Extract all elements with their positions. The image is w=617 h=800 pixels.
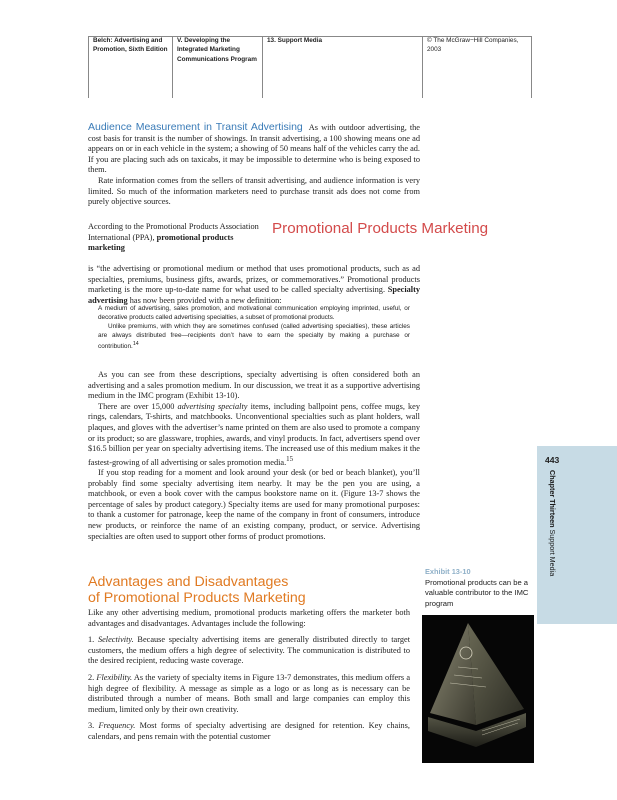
item-2-num: 2. xyxy=(88,672,95,682)
ppm-paragraph-5: If you stop reading for a moment and look around your desk (or bed or beach blanket), you’ll probably find some specialty advertising item nearby. It may be the pen you are using, a matchbook, or even a book cover with the campus bookstore name on it. (Figure 13-7 shows the percentage of sales by product category.) Specialty items are used for many promotional purposes: to thank a customer for patronage, keep the name of the company in front of consumers, introduce new products, or reinforce the name of an existing company, product, or service. Advertising specialties are often used to support other forms of product promotions. xyxy=(88,468,420,541)
p4-italic: advertising specialty xyxy=(177,401,248,411)
header-part-title: V. Developing the Integrated Marketing Communications Program xyxy=(172,36,262,98)
advantages-heading xyxy=(88,574,408,606)
advantages-heading-line-2: of Promotional Products Marketing xyxy=(88,590,306,606)
item-3-text: Most forms of specialty advertising are designed for retention. Key chains, calendars, and pens remain with the potential customer xyxy=(88,721,410,741)
side-title: Support Media xyxy=(548,529,557,577)
p4-a: There are over 15,000 xyxy=(98,401,175,411)
transit-paragraph-2: Rate information comes from the sellers of transit advertising, and audience information is very limited. So much of the information marketers need to purchase transit ads does not come from purely objective sources. xyxy=(88,175,420,207)
exhibit-caption: Promotional products can be a valuable contributor to the IMC program xyxy=(425,578,529,608)
ppm-term-bold-2: Specialty advertising xyxy=(88,285,420,305)
ppm-intro-rest xyxy=(88,264,420,306)
ppm-section-heading: Promotional Products Marketing xyxy=(272,220,489,237)
ppm-intro-a: According to the Promotional Products Association International (PPA), xyxy=(88,222,259,242)
ppm-intro-c: has now been provided with a new definition: xyxy=(129,295,282,305)
item-1-term: Selectivity. xyxy=(97,635,134,645)
advantage-item-3 xyxy=(88,721,410,742)
transit-paragraph-1 xyxy=(88,122,420,176)
pyramid-award-image xyxy=(422,615,534,763)
header-chapter-title: 13. Support Media xyxy=(262,36,422,98)
ppm-intro-b: is “the advertising or promotional medium or method that uses promotional products, such as ad specialties, premiums, business gifts, awards, prizes, or commemoratives.” Promotional products marketing is the more up-to-date name for what used to be called specialty advertising. xyxy=(88,264,420,295)
item-3-term: Frequency. xyxy=(98,721,136,731)
side-chapter: Chapter Thirteen xyxy=(548,470,557,528)
ppm-body xyxy=(88,370,420,542)
header-copyright: © The McGraw−Hill Companies, 2003 xyxy=(422,36,532,98)
p4-b: items, including ballpoint pens, coffee mugs, key rings, calendars, T-shirts, and matchbooks. Unconventional specialties such as plant holders, wall plaques, and gloves with the advertiser’s name printed on them are also used to promote a company or its product; so are glassware, trophies, awards, and vinyl products. In fact, advertisers spend over $16.5 billion per year on specialty advertising items. The increased use of this medium makes it the fastest-growing of all advertising or sales promotion media. xyxy=(88,401,421,467)
transit-section xyxy=(88,122,420,208)
p4-footnote-ref: 15 xyxy=(286,455,294,463)
advantages-intro: Like any other advertising medium, promotional products marketing offers the marketer both advantages and disadvantages. Advantages include the following: xyxy=(88,608,410,628)
chapter-side-label xyxy=(545,470,557,620)
advantage-item-1 xyxy=(88,635,410,667)
definition-quote xyxy=(98,304,410,351)
exhibit-label: Exhibit 13-10 xyxy=(425,567,471,576)
item-1-text: Because specialty advertising items are generally distributed directly to target customers, the medium offers a high degree of selectivity. The communication is distributed to the desired recipient, reducing waste coverage. xyxy=(88,635,410,666)
item-2-text: As the variety of specialty items in Figure 13-7 demonstrates, this medium offers a high degree of flexibility. A message as simple as a logo or as long as is necessary can be distributed through a number of means. Both small and large companies can employ this medium, limited only by their own creativity. xyxy=(88,672,411,714)
item-2-term: Flexibility. xyxy=(96,672,133,682)
ppm-term-bold: promotional products marketing xyxy=(88,232,234,253)
ppm-paragraph-3: As you can see from these descriptions, specialty advertising is often considered both an advertising and a sales promotion medium. In our discussion, we treat it as a supportive advertising medium in the IMC program (Exhibit 13-10). xyxy=(88,370,420,401)
advantages-heading-line-1: Advantages and Disadvantages xyxy=(88,574,289,590)
advantage-item-2 xyxy=(88,673,410,715)
item-1-num: 1. xyxy=(88,635,95,645)
pyramid-award-photo xyxy=(422,615,534,763)
ppm-paragraph-4 xyxy=(88,402,420,468)
quote-paragraph-2 xyxy=(98,322,410,351)
transit-text-1: As with outdoor advertising, the cost basis for transit is the number of showings. In transit advertising, a 100 showing means one ad appears on or in each vehicle in the system; a showing of 50 means half of the vehicles carry the ad. If you are placing such ads on taxicabs, it may be impossible to determine who is being exposed to them. xyxy=(88,123,420,175)
item-3-num: 3. xyxy=(88,721,95,731)
header-book-title: Belch: Advertising and Promotion, Sixth Edition xyxy=(88,36,172,98)
page-number: 443 xyxy=(545,455,560,465)
transit-heading: Audience Measurement in Transit Advertising xyxy=(88,121,303,133)
quote-text-2: Unlike premiums, with which they are sometimes confused (called advertising specialties), these articles are always distributed free—recipients don’t have to earn the specialty by making a purchase or contribution. xyxy=(98,323,410,351)
quote-footnote-ref: 14 xyxy=(132,341,139,347)
advantages-body xyxy=(88,608,410,743)
ppm-intro-start xyxy=(88,222,266,254)
quote-paragraph-1: A medium of advertising, sales promotion, and motivational communication employing imprinted, useful, or decorative products called advertising specialties, a subset of promotional products. xyxy=(98,305,410,321)
